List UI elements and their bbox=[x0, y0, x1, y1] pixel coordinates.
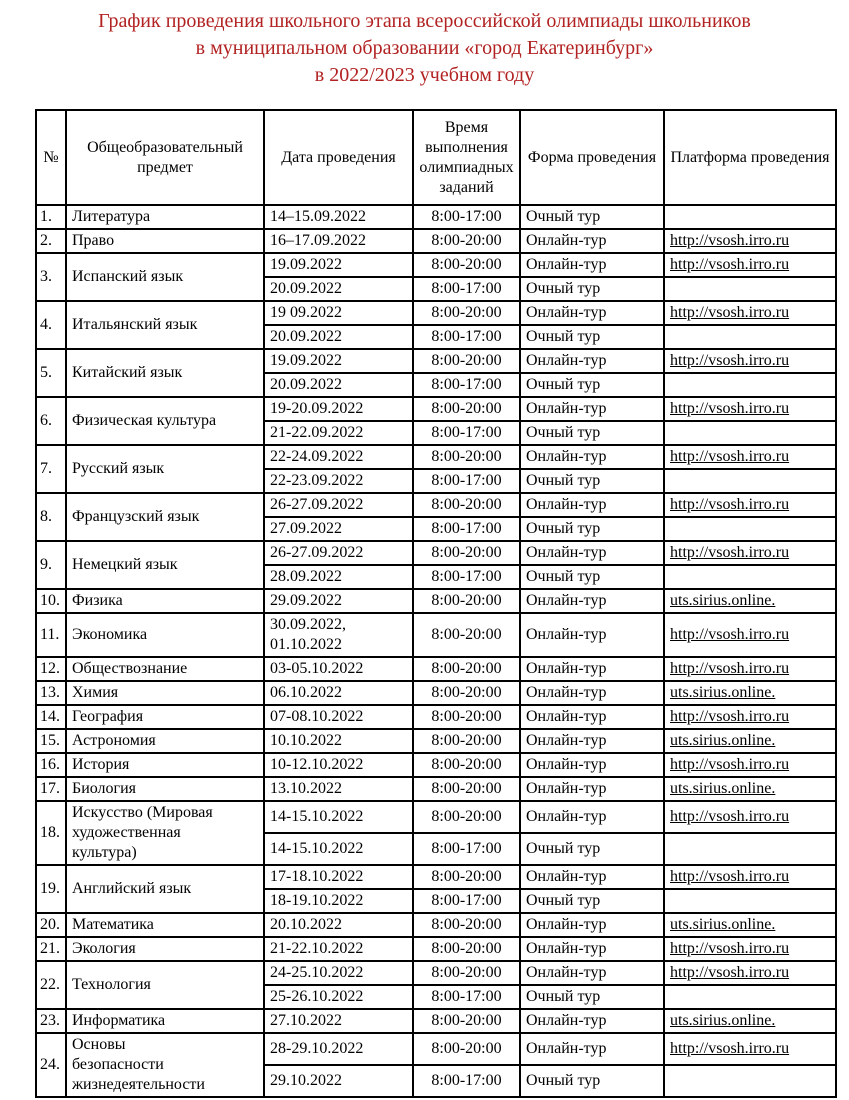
platform-cell bbox=[664, 541, 836, 565]
form-cell: Онлайн-тур bbox=[520, 301, 664, 325]
form-cell: Онлайн-тур bbox=[520, 961, 664, 985]
time-cell: 8:00-20:00 bbox=[413, 493, 520, 517]
row-number-cell: 24. bbox=[36, 1033, 66, 1097]
time-cell: 8:00-20:00 bbox=[413, 1009, 520, 1033]
row-number-cell: 12. bbox=[36, 657, 66, 681]
time-cell: 8:00-20:00 bbox=[413, 681, 520, 705]
row-number-cell: 3. bbox=[36, 253, 66, 301]
platform-cell bbox=[664, 801, 836, 833]
subject-cell: Биология bbox=[66, 777, 264, 801]
date-cell: 18-19.10.2022 bbox=[264, 889, 413, 913]
date-cell: 29.10.2022 bbox=[264, 1065, 413, 1097]
table-row bbox=[36, 229, 836, 253]
date-cell: 26-27.09.2022 bbox=[264, 493, 413, 517]
header-row bbox=[36, 110, 836, 205]
time-cell: 8:00-17:00 bbox=[413, 205, 520, 229]
time-cell: 8:00-20:00 bbox=[413, 801, 520, 833]
date-cell: 20.09.2022 bbox=[264, 325, 413, 349]
time-cell: 8:00-20:00 bbox=[413, 753, 520, 777]
date-cell: 29.09.2022 bbox=[264, 589, 413, 613]
date-cell: 16–17.09.2022 bbox=[264, 229, 413, 253]
platform-cell bbox=[664, 373, 836, 397]
row-number-cell: 1. bbox=[36, 205, 66, 229]
header-subject: Общеобразовательный предмет bbox=[66, 110, 264, 205]
time-cell: 8:00-20:00 bbox=[413, 705, 520, 729]
table-row bbox=[36, 397, 836, 421]
time-cell: 8:00-20:00 bbox=[413, 445, 520, 469]
table-row bbox=[36, 705, 836, 729]
time-cell: 8:00-20:00 bbox=[413, 937, 520, 961]
platform-cell bbox=[664, 517, 836, 541]
table-row bbox=[36, 937, 836, 961]
table-row bbox=[36, 961, 836, 985]
form-cell: Очный тур bbox=[520, 517, 664, 541]
platform-cell bbox=[664, 205, 836, 229]
date-cell: 17-18.10.2022 bbox=[264, 865, 413, 889]
row-number-cell: 20. bbox=[36, 913, 66, 937]
platform-cell bbox=[664, 729, 836, 753]
time-cell: 8:00-20:00 bbox=[413, 657, 520, 681]
form-cell: Онлайн-тур bbox=[520, 777, 664, 801]
platform-cell bbox=[664, 253, 836, 277]
date-cell: 20.10.2022 bbox=[264, 913, 413, 937]
time-cell: 8:00-17:00 bbox=[413, 373, 520, 397]
subject-cell: Информатика bbox=[66, 1009, 264, 1033]
subject-cell: Химия bbox=[66, 681, 264, 705]
row-number-cell: 7. bbox=[36, 445, 66, 493]
platform-link[interactable]: http://vsosh.irro.ru bbox=[670, 256, 790, 273]
platform-cell bbox=[664, 937, 836, 961]
date-cell: 21-22.10.2022 bbox=[264, 937, 413, 961]
header-platform: Платформа проведения bbox=[664, 110, 836, 205]
platform-cell bbox=[664, 325, 836, 349]
date-cell: 10.10.2022 bbox=[264, 729, 413, 753]
row-number-cell: 11. bbox=[36, 613, 66, 657]
row-number-cell: 6. bbox=[36, 397, 66, 445]
form-cell: Онлайн-тур bbox=[520, 729, 664, 753]
form-cell: Очный тур bbox=[520, 205, 664, 229]
form-cell: Онлайн-тур bbox=[520, 913, 664, 937]
table-row bbox=[36, 301, 836, 325]
form-cell: Онлайн-тур bbox=[520, 493, 664, 517]
platform-cell bbox=[664, 777, 836, 801]
subject-cell: Математика bbox=[66, 913, 264, 937]
time-cell: 8:00-17:00 bbox=[413, 833, 520, 865]
subject-cell: Английский язык bbox=[66, 865, 264, 913]
row-number-cell: 22. bbox=[36, 961, 66, 1009]
table-row bbox=[36, 349, 836, 373]
platform-cell bbox=[664, 445, 836, 469]
form-cell: Онлайн-тур bbox=[520, 445, 664, 469]
date-cell: 10-12.10.2022 bbox=[264, 753, 413, 777]
form-cell: Очный тур bbox=[520, 889, 664, 913]
date-cell: 03-05.10.2022 bbox=[264, 657, 413, 681]
row-number-cell: 4. bbox=[36, 301, 66, 349]
platform-link[interactable]: http://vsosh.irro.ru bbox=[670, 940, 790, 957]
title-line-1: График проведения школьного этапа всероссийской олимпиады школьников bbox=[98, 10, 751, 32]
time-cell: 8:00-20:00 bbox=[413, 589, 520, 613]
platform-cell bbox=[664, 565, 836, 589]
platform-cell bbox=[664, 705, 836, 729]
form-cell: Очный тур bbox=[520, 373, 664, 397]
form-cell: Онлайн-тур bbox=[520, 397, 664, 421]
platform-cell bbox=[664, 397, 836, 421]
form-cell: Онлайн-тур bbox=[520, 589, 664, 613]
date-cell: 19.09.2022 bbox=[264, 349, 413, 373]
form-cell: Очный тур bbox=[520, 277, 664, 301]
table-row bbox=[36, 913, 836, 937]
form-cell: Онлайн-тур bbox=[520, 681, 664, 705]
table-row bbox=[36, 1033, 836, 1065]
date-cell: 22-23.09.2022 bbox=[264, 469, 413, 493]
date-cell: 19.09.2022 bbox=[264, 253, 413, 277]
platform-cell bbox=[664, 589, 836, 613]
platform-cell bbox=[664, 493, 836, 517]
platform-cell bbox=[664, 657, 836, 681]
time-cell: 8:00-20:00 bbox=[413, 729, 520, 753]
form-cell: Онлайн-тур bbox=[520, 801, 664, 833]
time-cell: 8:00-17:00 bbox=[413, 421, 520, 445]
date-cell: 14-15.10.2022 bbox=[264, 833, 413, 865]
form-cell: Онлайн-тур bbox=[520, 253, 664, 277]
platform-cell bbox=[664, 681, 836, 705]
subject-cell: Физическая культура bbox=[66, 397, 264, 445]
date-cell: 27.10.2022 bbox=[264, 1009, 413, 1033]
platform-link[interactable]: http://vsosh.irro.ru bbox=[670, 660, 790, 677]
time-cell: 8:00-20:00 bbox=[413, 961, 520, 985]
subject-cell: Китайский язык bbox=[66, 349, 264, 397]
table-row bbox=[36, 865, 836, 889]
row-number-cell: 5. bbox=[36, 349, 66, 397]
platform-link[interactable]: http://vsosh.irro.ru bbox=[670, 964, 790, 981]
row-number-cell: 21. bbox=[36, 937, 66, 961]
platform-cell bbox=[664, 469, 836, 493]
form-cell: Очный тур bbox=[520, 469, 664, 493]
schedule-body bbox=[36, 205, 836, 1097]
form-cell: Онлайн-тур bbox=[520, 865, 664, 889]
time-cell: 8:00-17:00 bbox=[413, 985, 520, 1009]
row-number-cell: 9. bbox=[36, 541, 66, 589]
platform-link[interactable]: http://vsosh.irro.ru bbox=[670, 400, 790, 417]
subject-cell: Французский язык bbox=[66, 493, 264, 541]
time-cell: 8:00-17:00 bbox=[413, 469, 520, 493]
platform-cell bbox=[664, 613, 836, 657]
subject-cell: Технология bbox=[66, 961, 264, 1009]
date-cell: 25-26.10.2022 bbox=[264, 985, 413, 1009]
time-cell: 8:00-17:00 bbox=[413, 565, 520, 589]
date-cell: 22-24.09.2022 bbox=[264, 445, 413, 469]
time-cell: 8:00-20:00 bbox=[413, 229, 520, 253]
table-row bbox=[36, 681, 836, 705]
date-cell: 21-22.09.2022 bbox=[264, 421, 413, 445]
platform-cell bbox=[664, 349, 836, 373]
date-cell: 28-29.10.2022 bbox=[264, 1033, 413, 1065]
platform-link[interactable]: http://vsosh.irro.ru bbox=[670, 448, 790, 465]
platform-link[interactable]: uts.sirius.online. bbox=[670, 780, 776, 797]
time-cell: 8:00-17:00 bbox=[413, 277, 520, 301]
form-cell: Онлайн-тур bbox=[520, 1033, 664, 1065]
subject-cell: Литература bbox=[66, 205, 264, 229]
date-cell: 28.09.2022 bbox=[264, 565, 413, 589]
platform-cell bbox=[664, 833, 836, 865]
subject-cell: Физика bbox=[66, 589, 264, 613]
time-cell: 8:00-20:00 bbox=[413, 541, 520, 565]
platform-link[interactable]: http://vsosh.irro.ru bbox=[670, 1040, 790, 1057]
row-number-cell: 8. bbox=[36, 493, 66, 541]
platform-cell bbox=[664, 865, 836, 889]
row-number-cell: 19. bbox=[36, 865, 66, 913]
subject-cell: Немецкий язык bbox=[66, 541, 264, 589]
row-number-cell: 13. bbox=[36, 681, 66, 705]
header-time: Время выполнения олимпиадных заданий bbox=[413, 110, 520, 205]
row-number-cell: 16. bbox=[36, 753, 66, 777]
subject-cell: Астрономия bbox=[66, 729, 264, 753]
table-row bbox=[36, 445, 836, 469]
table-row bbox=[36, 801, 836, 833]
time-cell: 8:00-17:00 bbox=[413, 517, 520, 541]
date-cell: 14–15.09.2022 bbox=[264, 205, 413, 229]
row-number-cell: 15. bbox=[36, 729, 66, 753]
row-number-cell: 18. bbox=[36, 801, 66, 865]
row-number-cell: 14. bbox=[36, 705, 66, 729]
time-cell: 8:00-20:00 bbox=[413, 397, 520, 421]
platform-link[interactable]: http://vsosh.irro.ru bbox=[670, 626, 790, 643]
title-line-2: в муниципальном образовании «город Екатеринбург» bbox=[195, 37, 654, 59]
form-cell: Очный тур bbox=[520, 1065, 664, 1097]
subject-cell: Итальянский язык bbox=[66, 301, 264, 349]
title-line-3: в 2022/2023 учебном году bbox=[314, 64, 535, 86]
platform-cell bbox=[664, 961, 836, 985]
form-cell: Онлайн-тур bbox=[520, 541, 664, 565]
subject-cell: Испанский язык bbox=[66, 253, 264, 301]
date-cell: 20.09.2022 bbox=[264, 277, 413, 301]
row-number-cell: 17. bbox=[36, 777, 66, 801]
platform-cell bbox=[664, 1033, 836, 1065]
date-cell: 07-08.10.2022 bbox=[264, 705, 413, 729]
platform-link[interactable]: uts.sirius.online. bbox=[670, 1012, 776, 1029]
platform-cell bbox=[664, 753, 836, 777]
form-cell: Очный тур bbox=[520, 833, 664, 865]
subject-cell: Основы безопасности жизнедеятельности bbox=[66, 1033, 264, 1097]
date-cell: 27.09.2022 bbox=[264, 517, 413, 541]
time-cell: 8:00-20:00 bbox=[413, 253, 520, 277]
date-cell: 19 09.2022 bbox=[264, 301, 413, 325]
form-cell: Онлайн-тур bbox=[520, 1009, 664, 1033]
subject-cell: География bbox=[66, 705, 264, 729]
row-number-cell: 2. bbox=[36, 229, 66, 253]
date-cell: 19-20.09.2022 bbox=[264, 397, 413, 421]
time-cell: 8:00-17:00 bbox=[413, 325, 520, 349]
header-number: № bbox=[36, 110, 66, 205]
platform-cell bbox=[664, 1009, 836, 1033]
platform-cell bbox=[664, 1065, 836, 1097]
time-cell: 8:00-20:00 bbox=[413, 349, 520, 373]
date-cell: 20.09.2022 bbox=[264, 373, 413, 397]
platform-cell bbox=[664, 913, 836, 937]
platform-link[interactable]: http://vsosh.irro.ru bbox=[670, 756, 790, 773]
table-row bbox=[36, 753, 836, 777]
header-form: Форма проведения bbox=[520, 110, 664, 205]
subject-cell: История bbox=[66, 753, 264, 777]
subject-cell: Экономика bbox=[66, 613, 264, 657]
subject-cell: Право bbox=[66, 229, 264, 253]
table-row bbox=[36, 1009, 836, 1033]
time-cell: 8:00-20:00 bbox=[413, 777, 520, 801]
platform-cell bbox=[664, 889, 836, 913]
platform-link[interactable]: uts.sirius.online. bbox=[670, 916, 776, 933]
header-date: Дата проведения bbox=[264, 110, 413, 205]
date-cell: 13.10.2022 bbox=[264, 777, 413, 801]
date-cell: 14-15.10.2022 bbox=[264, 801, 413, 833]
form-cell: Онлайн-тур bbox=[520, 229, 664, 253]
platform-cell bbox=[664, 421, 836, 445]
platform-cell bbox=[664, 277, 836, 301]
row-number-cell: 23. bbox=[36, 1009, 66, 1033]
date-cell: 06.10.2022 bbox=[264, 681, 413, 705]
table-header bbox=[36, 110, 836, 205]
subject-cell: Экология bbox=[66, 937, 264, 961]
platform-link[interactable]: http://vsosh.irro.ru bbox=[670, 232, 790, 249]
subject-cell: Искусство (Мировая художественная культура) bbox=[66, 801, 264, 865]
platform-cell bbox=[664, 301, 836, 325]
form-cell: Очный тур bbox=[520, 421, 664, 445]
date-cell: 24-25.10.2022 bbox=[264, 961, 413, 985]
platform-link[interactable]: http://vsosh.irro.ru bbox=[670, 304, 790, 321]
table-row bbox=[36, 613, 836, 657]
time-cell: 8:00-20:00 bbox=[413, 865, 520, 889]
form-cell: Онлайн-тур bbox=[520, 349, 664, 373]
form-cell: Онлайн-тур bbox=[520, 753, 664, 777]
platform-link[interactable]: http://vsosh.irro.ru bbox=[670, 544, 790, 561]
subject-cell: Русский язык bbox=[66, 445, 264, 493]
olympiad-schedule-table bbox=[35, 109, 837, 1098]
form-cell: Онлайн-тур bbox=[520, 657, 664, 681]
table-row bbox=[36, 657, 836, 681]
form-cell: Очный тур bbox=[520, 985, 664, 1009]
table-row bbox=[36, 589, 836, 613]
row-number-cell: 10. bbox=[36, 589, 66, 613]
platform-link[interactable]: uts.sirius.online. bbox=[670, 732, 776, 749]
table-row bbox=[36, 541, 836, 565]
platform-cell bbox=[664, 985, 836, 1009]
platform-link[interactable]: http://vsosh.irro.ru bbox=[670, 352, 790, 369]
time-cell: 8:00-20:00 bbox=[413, 301, 520, 325]
platform-cell bbox=[664, 229, 836, 253]
platform-link[interactable]: http://vsosh.irro.ru bbox=[670, 708, 790, 725]
form-cell: Очный тур bbox=[520, 325, 664, 349]
platform-link[interactable]: http://vsosh.irro.ru bbox=[670, 808, 790, 825]
table-row bbox=[36, 729, 836, 753]
form-cell: Очный тур bbox=[520, 565, 664, 589]
time-cell: 8:00-20:00 bbox=[413, 613, 520, 657]
table-row bbox=[36, 205, 836, 229]
form-cell: Онлайн-тур bbox=[520, 937, 664, 961]
table-row bbox=[36, 253, 836, 277]
date-cell: 30.09.2022, 01.10.2022 bbox=[264, 613, 413, 657]
date-cell: 26-27.09.2022 bbox=[264, 541, 413, 565]
table-row bbox=[36, 493, 836, 517]
platform-link[interactable]: http://vsosh.irro.ru bbox=[670, 496, 790, 513]
form-cell: Онлайн-тур bbox=[520, 705, 664, 729]
platform-link[interactable]: uts.sirius.online. bbox=[670, 684, 776, 701]
time-cell: 8:00-20:00 bbox=[413, 913, 520, 937]
subject-cell: Обществознание bbox=[66, 657, 264, 681]
document-title bbox=[0, 0, 849, 89]
time-cell: 8:00-17:00 bbox=[413, 889, 520, 913]
table-row bbox=[36, 777, 836, 801]
time-cell: 8:00-20:00 bbox=[413, 1033, 520, 1065]
platform-link[interactable]: http://vsosh.irro.ru bbox=[670, 868, 790, 885]
time-cell: 8:00-17:00 bbox=[413, 1065, 520, 1097]
platform-link[interactable]: uts.sirius.online. bbox=[670, 592, 776, 609]
form-cell: Онлайн-тур bbox=[520, 613, 664, 657]
